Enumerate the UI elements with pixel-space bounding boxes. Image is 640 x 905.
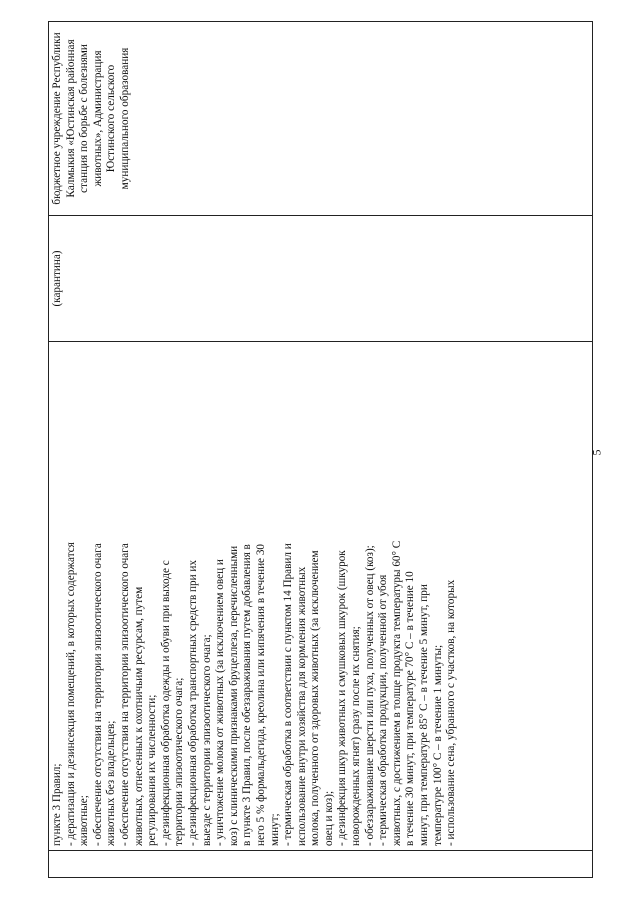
measure-line: - термическая обработка в соответствии с пунктом 14 Правил и [282,543,295,846]
table-row [49,22,593,878]
measure-line: минут; [268,813,281,846]
measure-line: минут, при температуре 85° С – в течение 5 минут, при [418,584,431,846]
measure-line: - обеспечение отсутствия на территории эпизоотического очага [118,543,131,846]
measure-line: - обеспечение отсутствия на территории эпизоотического очага [91,543,104,846]
measure-line: - дератизация и дезинсекция помещений, в которых содержатся [64,542,77,846]
measure-line: животных, отнесенных к охотничьим ресурсам, путем [132,586,145,846]
responsible-line: Юстинского сельского [105,64,118,173]
responsible-line: животных», Администрация [91,50,104,187]
responsible-line: станция по борьбе с болезнями [78,44,91,193]
measure-line: новорожденных ягнят) сразу после их снятия; [350,626,363,846]
measure-line: животные; [78,795,91,846]
measure-line: - дезинфекционная обработка транспортных средств при их [186,559,199,846]
measure-line: коз) с клиническими признаками бруцеллеза, перечисленными [227,545,240,846]
measure-line: - дезинфекция шкур животных и смушковых шкурок (шкурок [336,550,349,846]
measure-line: пункте 3 Правил; [51,763,63,846]
period-cell [49,216,593,342]
measure-line: - термическая обработка продукции, полученной от убоя [377,574,390,846]
measure-line: температуре 100° С – в течение 1 минуты; [431,644,444,846]
measures-table [48,21,593,878]
page-number: 5 [589,449,604,456]
responsible-cell [49,22,593,216]
measure-line: в пункте 3 Правил, после обеззараживания путем добавления в [241,544,254,846]
measure-line: в течение 30 минут, при температуре 70° С – в течение 10 [404,571,417,846]
measure-line: использование внутри хозяйства для кормления животных [295,566,308,846]
measure-line: регулирования их численности; [146,694,159,846]
measures-cell [49,342,593,851]
measure-line: - использование сена, убранного с участков, на которых [445,579,458,846]
measure-line: - обеззараживание шерсти или пуха, полученных от овец (коз); [363,545,376,846]
measure-line: - дезинфекционная обработка одежды и обуви при выходе с [159,560,172,846]
measure-line: животных, с достижением в толще продукта температуры 60° С [390,540,403,846]
measure-line: территории эпизоотического очага; [173,677,186,846]
period-text: (карантина) [51,250,63,307]
measure-line: молока, полученного от здоровых животных (за исключением [309,550,322,846]
measure-line: - уничтожение молока от животных (за исключением овец и [214,559,227,846]
measure-line: него 5 % формальдегида, креолина или кипячения в течение 30 [254,543,267,846]
measure-line: овец и коз); [322,790,335,846]
index-cell [49,851,593,878]
responsible-line: бюджетное учреждение Республики [51,32,63,205]
measure-line: выезде с территории эпизоотического очага; [200,634,213,846]
responsible-line: муниципального образования [118,47,131,190]
responsible-line: Калмыкия «Юстинская районная [64,39,77,198]
measure-line: животных без владельцев; [105,720,118,846]
rotated-table-wrapper [48,28,593,878]
